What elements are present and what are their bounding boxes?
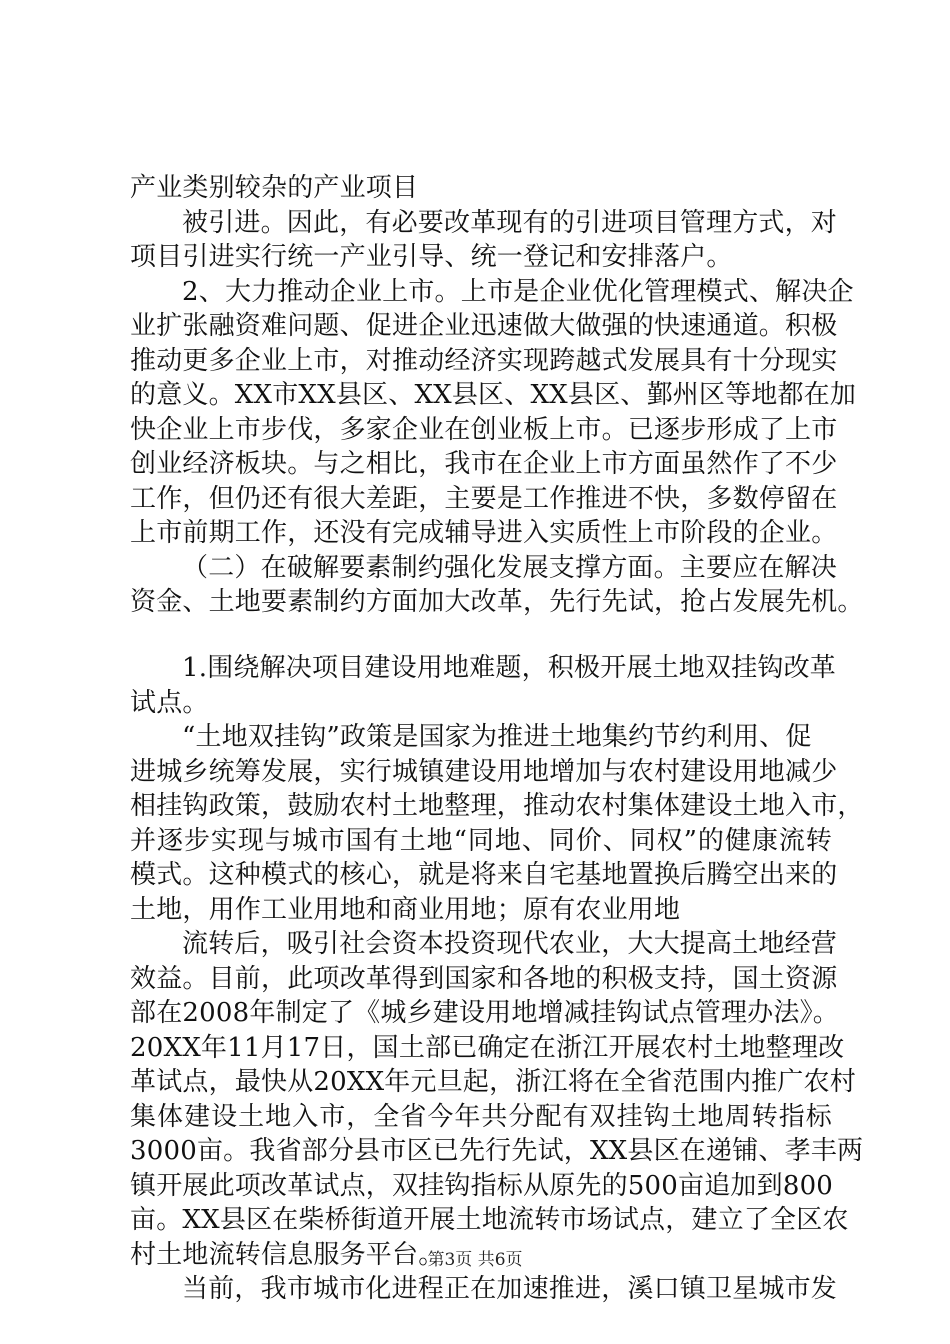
text-line: 当前，我市城市化进程正在加速推进，溪口镇卫星城市发 xyxy=(182,1274,838,1304)
text-line: 的意义。XX市XX县区、XX县区、XX县区、鄞州区等地都在加 xyxy=(130,380,857,410)
page-number-footer: 第3页 共6页 xyxy=(427,1250,523,1270)
text-line: 工作，但仍还有很大差距，主要是工作推进不快，多数停留在 xyxy=(130,484,838,514)
text-line: 相挂钩政策，鼓励农村土地整理，推动农村集体建设土地入市， xyxy=(130,791,864,821)
text-line: 模式。这种模式的核心，就是将来自宅基地置换后腾空出来的 xyxy=(130,860,838,890)
text-line: 部在2008年制定了《城乡建设用地增减挂钩试点管理办法》。 xyxy=(130,998,839,1028)
text-line: 革试点，最快从20XX年元旦起，浙江将在全省范围内推广农村 xyxy=(130,1067,856,1097)
text-line: 项目引进实行统一产业引导、统一登记和安排落户。 xyxy=(130,242,733,272)
text-line: 产业类别较杂的产业项目 xyxy=(130,173,419,203)
text-line: 镇开展此项改革试点，双挂钩指标从原先的500亩追加到800 xyxy=(130,1171,834,1201)
text-line: 进城乡统筹发展，实行城镇建设用地增加与农村建设用地减少 xyxy=(130,757,838,787)
text-line: 亩。XX县区在柴桥街道开展土地流转市场试点，建立了全区农 xyxy=(130,1205,849,1235)
text-line: 村土地流转信息服务平台。 xyxy=(130,1240,445,1270)
text-line: 2、大力推动企业上市。上市是企业优化管理模式、解决企 xyxy=(182,277,854,307)
text-line: 流转后，吸引社会资本投资现代农业，大大提高土地经营 xyxy=(182,929,838,959)
text-line: “土地双挂钩”政策是国家为推进土地集约节约利用、促 xyxy=(182,722,812,752)
text-line: 试点。 xyxy=(130,688,209,718)
text-line: 并逐步实现与城市国有土地“同地、同价、同权”的健康流转 xyxy=(130,826,832,856)
text-line: 1.围绕解决项目建设用地难题，积极开展土地双挂钩改革 xyxy=(182,653,837,683)
text-line: 被引进。因此，有必要改革现有的引进项目管理方式，对 xyxy=(182,208,838,238)
text-line: 上市前期工作，还没有完成辅导进入实质性上市阶段的企业。 xyxy=(130,518,838,548)
text-line: 推动更多企业上市，对推动经济实现跨越式发展具有十分现实 xyxy=(130,346,838,376)
text-line: 业扩张融资难问题、促进企业迅速做大做强的快速通道。积极 xyxy=(130,311,838,341)
text-line: 资金、土地要素制约方面加大改革，先行先试，抢占发展先机。 xyxy=(130,587,864,617)
text-line: 集体建设土地入市，全省今年共分配有双挂钩土地周转指标 xyxy=(130,1102,832,1132)
text-line: 效益。目前，此项改革得到国家和各地的积极支持，国土资源 xyxy=(130,964,838,994)
text-line: 3000亩。我省部分县市区已先行先试，XX县区在递铺、孝丰两 xyxy=(130,1136,864,1166)
text-line: 土地，用作工业用地和商业用地；原有农业用地 xyxy=(130,895,681,925)
text-line: （二）在破解要素制约强化发展支撑方面。主要应在解决 xyxy=(182,553,838,583)
text-line: 快企业上市步伐，多家企业在创业板上市。已逐步形成了上市 xyxy=(130,415,838,445)
text-line: 创业经济板块。与之相比，我市在企业上市方面虽然作了不少 xyxy=(130,449,838,479)
text-line: 20XX年11月17日，国土部已确定在浙江开展农村土地整理改 xyxy=(130,1033,845,1063)
